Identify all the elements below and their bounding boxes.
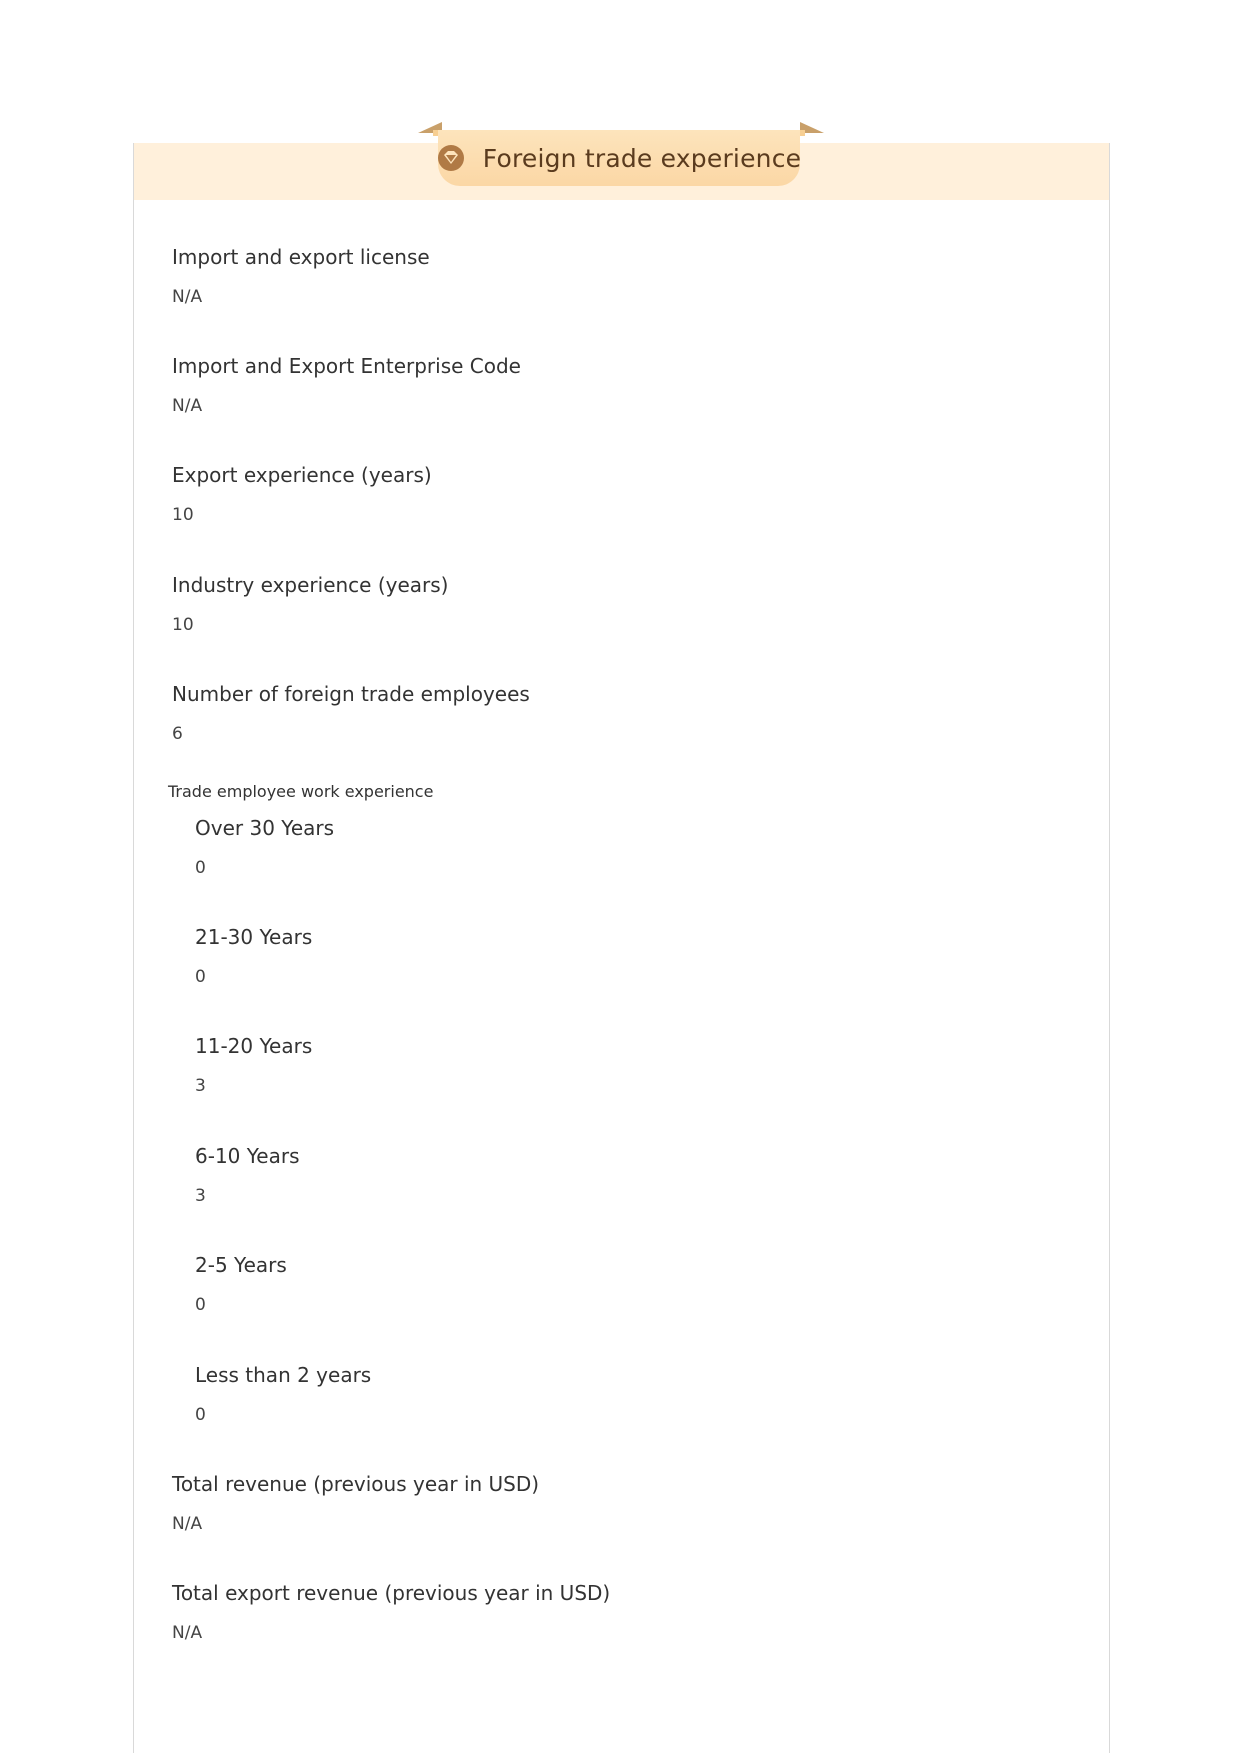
field-value: 0 [195,1295,206,1315]
section-title: Foreign trade experience [482,143,802,173]
field-value: N/A [172,287,203,307]
field-foreign-trade-employees [172,681,530,745]
experience-6-10 [195,1143,300,1207]
field-value: 0 [195,858,206,878]
field-label: Industry experience (years) [172,573,449,597]
field-value: N/A [172,1623,203,1643]
field-label: Export experience (years) [172,463,432,487]
field-label: 6-10 Years [195,1144,300,1168]
field-value: 10 [172,505,194,525]
field-value: 10 [172,615,194,635]
field-enterprise-code [172,353,521,417]
field-value: 0 [195,967,206,987]
field-label: Import and Export Enterprise Code [172,354,521,378]
field-label: 21-30 Years [195,925,313,949]
diamond-badge-icon [437,144,465,172]
field-value: 6 [172,724,183,744]
experience-less-than-2 [195,1362,371,1426]
field-label: 2-5 Years [195,1253,287,1277]
field-label: Over 30 Years [195,816,335,840]
experience-2-5 [195,1252,287,1316]
experience-over-30 [195,815,334,879]
field-value: 3 [195,1076,206,1096]
work-experience-heading: Trade employee work experience [168,782,434,801]
field-label: Total revenue (previous year in USD) [172,1472,540,1496]
field-value: N/A [172,1514,203,1534]
field-import-export-license [172,244,430,308]
field-label: Import and export license [172,245,430,269]
field-total-revenue [172,1471,539,1535]
field-total-export-revenue [172,1580,610,1644]
field-industry-experience [172,572,448,636]
section-title-ribbon [438,130,800,186]
field-export-experience [172,462,432,526]
field-value: N/A [172,396,203,416]
experience-21-30 [195,924,312,988]
field-value: 0 [195,1405,206,1425]
field-label: Total export revenue (previous year in USD) [172,1581,611,1605]
field-label: 11-20 Years [195,1034,313,1058]
field-label: Number of foreign trade employees [172,682,530,706]
experience-11-20 [195,1033,312,1097]
field-value: 3 [195,1186,206,1206]
field-label: Less than 2 years [195,1363,372,1387]
